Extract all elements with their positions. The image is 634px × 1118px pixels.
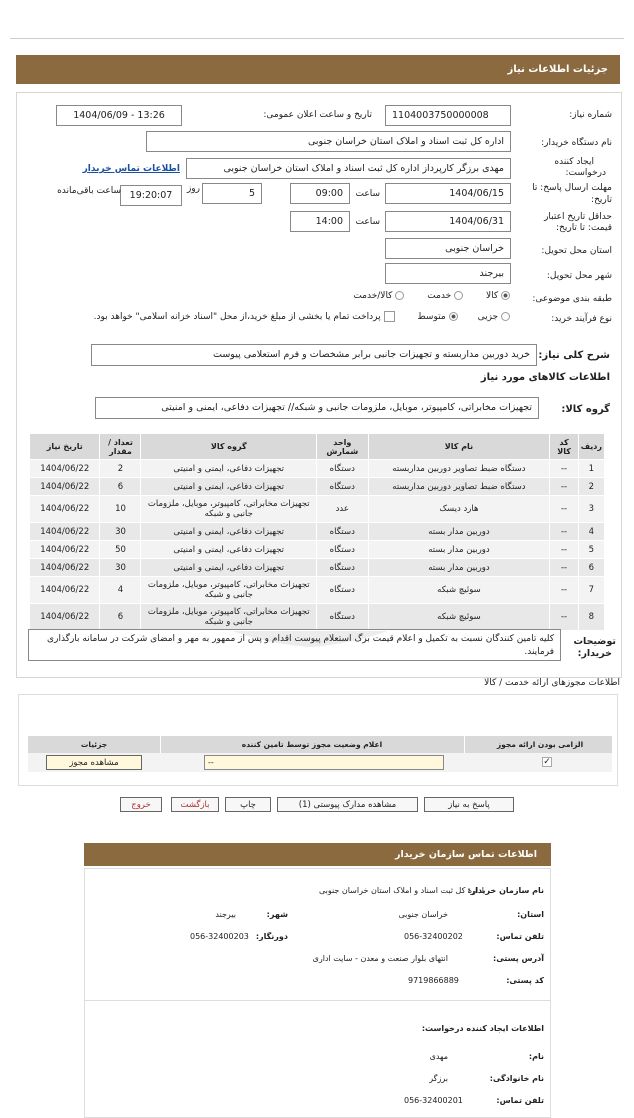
- category-goods-label: کالا: [485, 291, 499, 301]
- cell-code: --: [550, 523, 578, 541]
- cell-unit: دستگاه: [317, 478, 369, 496]
- creator-label-2: درخواست:: [565, 168, 606, 178]
- category-radio-both[interactable]: [395, 291, 404, 300]
- notes-label-2: خریدار:: [577, 648, 612, 659]
- goods-group-label: گروه کالا:: [561, 404, 610, 415]
- creator-name: مهدی: [429, 1052, 448, 1061]
- items-table-header: [30, 434, 605, 460]
- validity-date-field: 1404/06/31: [385, 211, 511, 232]
- cell-date: 1404/06/22: [30, 523, 100, 541]
- announce-label: تاریخ و ساعت اعلان عمومی:: [263, 110, 372, 120]
- cell-code: --: [550, 478, 578, 496]
- summary-label: شرح کلی نیاز:: [538, 350, 610, 361]
- cell-unit: دستگاه: [317, 577, 369, 604]
- view-docs-button[interactable]: مشاهده مدارک پیوستی (1): [277, 797, 418, 812]
- contact-phone: 056-32400202: [404, 932, 463, 941]
- cell-date: 1404/06/22: [30, 478, 100, 496]
- col-name: نام کالا: [368, 434, 550, 460]
- days-remaining-field: 5: [202, 183, 262, 204]
- cell-date: 1404/06/22: [30, 559, 100, 577]
- cell-date: 1404/06/22: [30, 541, 100, 559]
- remaining-time-field: 19:20:07: [120, 185, 182, 206]
- remaining-time-label: ساعت باقی‌مانده: [57, 186, 121, 196]
- col-row: ردیف: [578, 434, 604, 460]
- contact-province-label: استان:: [517, 910, 544, 919]
- creator-phone-label: تلفن تماس:: [496, 1096, 544, 1105]
- cell-group: تجهیزات دفاعی، ایمنی و امنیتی: [141, 559, 317, 577]
- cell-unit: دستگاه: [317, 523, 369, 541]
- treasury-checkbox[interactable]: [384, 311, 395, 322]
- deadline-time-label: ساعت: [355, 189, 380, 199]
- col-date: تاریخ نیاز: [30, 434, 100, 460]
- cell-unit: دستگاه: [317, 559, 369, 577]
- creator-family: برزگر: [429, 1074, 448, 1083]
- cell-row: 2: [578, 478, 604, 496]
- cell-name: دوربین مدار بسته: [368, 523, 550, 541]
- top-divider: [10, 38, 624, 39]
- reply-button[interactable]: پاسخ به نیاز: [424, 797, 514, 812]
- permit-required-checkbox[interactable]: ✓: [543, 757, 551, 767]
- cell-code: --: [550, 559, 578, 577]
- cell-row: 1: [578, 460, 604, 478]
- purchase-radio-group: [94, 311, 510, 322]
- contact-postal: 9719866889: [408, 976, 459, 985]
- category-service-label: خدمت: [427, 291, 452, 301]
- cell-row: 6: [578, 559, 604, 577]
- cell-qty: 6: [100, 478, 141, 496]
- validity-label: حداقل تاریخ اعتبار: [544, 212, 612, 222]
- col-qty: تعداد / مقدار: [100, 434, 141, 460]
- cell-row: 7: [578, 577, 604, 604]
- back-button[interactable]: بازگشت: [171, 797, 219, 812]
- permits-col-details: جزئیات: [80, 740, 108, 749]
- cell-code: --: [550, 577, 578, 604]
- buyer-org-field: اداره کل ثبت اسناد و املاک استان خراسان جنوبی: [146, 131, 511, 152]
- cell-name: دستگاه ضبط تصاویر دوربین مداربسته: [368, 460, 550, 478]
- contact-phone-label: تلفن تماس:: [496, 932, 544, 941]
- table-row: [30, 577, 605, 604]
- cell-unit: دستگاه: [317, 541, 369, 559]
- city-label: شهر محل تحویل:: [546, 271, 612, 281]
- table-row: [30, 541, 605, 559]
- creator-phone: 056-32400201: [404, 1096, 463, 1105]
- goods-info-title: اطلاعات کالاهای مورد نیاز: [480, 372, 610, 383]
- col-code: کد کالا: [550, 434, 578, 460]
- cell-group: تجهیزات دفاعی، ایمنی و امنیتی: [141, 541, 317, 559]
- page-title: جزئیات اطلاعات نیاز: [16, 55, 620, 84]
- items-table-wrap: [29, 433, 605, 631]
- city-field: بیرجند: [385, 263, 511, 284]
- announce-field: 1404/06/09 - 13:26: [56, 105, 182, 126]
- cell-group: تجهیزات مخابراتی، کامپیوتر، موبایل، ملزومات جانبی و شبکه: [141, 496, 317, 523]
- permits-col-required: الزامی بودن ارائه مجوز: [496, 740, 584, 749]
- creator-label: ایجاد کننده: [554, 157, 594, 167]
- cell-name: هارد دیسک: [368, 496, 550, 523]
- cell-group: تجهیزات دفاعی، ایمنی و امنیتی: [141, 523, 317, 541]
- cell-row: 4: [578, 523, 604, 541]
- col-unit: واحد شمارش: [317, 434, 369, 460]
- table-row: [30, 604, 605, 631]
- cell-code: --: [550, 496, 578, 523]
- cell-code: --: [550, 460, 578, 478]
- validity-label-2: قیمت: تا تاریخ:: [556, 223, 612, 233]
- cell-group: تجهیزات دفاعی، ایمنی و امنیتی: [141, 460, 317, 478]
- purchase-minor-label: جزیی: [477, 312, 499, 322]
- contact-province: خراسان جنوبی: [398, 910, 448, 919]
- cell-group: تجهیزات مخابراتی، کامپیوتر، موبایل، ملزومات جانبی و شبکه: [141, 577, 317, 604]
- cell-qty: 50: [100, 541, 141, 559]
- cell-name: سوئیچ شبکه: [368, 604, 550, 631]
- contact-address: انتهای بلوار صنعت و معدن - سایت اداری: [312, 954, 448, 963]
- cell-name: سوئیچ شبکه: [368, 577, 550, 604]
- creator-family-label: نام خانوادگی:: [489, 1074, 544, 1083]
- table-row: [30, 523, 605, 541]
- deadline-date-field: 1404/06/15: [385, 183, 511, 204]
- cell-row: 8: [578, 604, 604, 631]
- contact-postal-label: کد پستی:: [506, 976, 544, 985]
- print-button[interactable]: چاپ: [225, 797, 271, 812]
- contact-address-label: آدرس پستی:: [493, 954, 544, 963]
- contact-city-label: شهر:: [266, 910, 288, 919]
- table-row: [30, 559, 605, 577]
- cell-qty: 30: [100, 559, 141, 577]
- cell-group: تجهیزات مخابراتی، کامپیوتر، موبایل، ملزومات جانبی و شبکه: [141, 604, 317, 631]
- purchase-medium-label: متوسط: [417, 312, 446, 322]
- creator-panel: [84, 1001, 551, 1118]
- table-row: [30, 496, 605, 523]
- need-number-label: شماره نیاز:: [569, 110, 612, 120]
- category-radio-goods[interactable]: [501, 291, 510, 300]
- days-label: روز: [186, 184, 200, 194]
- contact-fax: 056-32400203: [190, 932, 249, 941]
- col-group: گروه کالا: [141, 434, 317, 460]
- deadline-time-field: 09:00: [290, 183, 350, 204]
- items-table-body: [30, 460, 605, 631]
- province-label: استان محل تحویل:: [541, 246, 612, 256]
- need-number-field: 1104003750000008: [385, 105, 511, 126]
- cell-code: --: [550, 604, 578, 631]
- category-radio-group: [353, 291, 510, 301]
- creator-name-label: نام:: [528, 1052, 544, 1061]
- cell-date: 1404/06/22: [30, 496, 100, 523]
- notes-field: کلیه تامین کنندگان نسبت به تکمیل و اعلام قیمت برگ استعلام پیوست اقدام و پس از ممهور به مهر و امضای شرکت در سامانه بارگذاری فرمایند.: [28, 629, 561, 661]
- buyer-org-label: نام دستگاه خریدار:: [541, 138, 612, 148]
- permits-col-status: اعلام وضعیت مجوز توسط تامین کننده: [241, 740, 383, 749]
- cell-name: دستگاه ضبط تصاویر دوربین مداربسته: [368, 478, 550, 496]
- notes-label: توضیحات: [573, 636, 616, 647]
- purchase-type-label: نوع فرآیند خرید:: [551, 314, 612, 324]
- cell-date: 1404/06/22: [30, 604, 100, 631]
- permits-title: اطلاعات مجوزهای ارائه خدمت / کالا: [484, 678, 620, 688]
- table-row: [30, 460, 605, 478]
- cell-qty: 6: [100, 604, 141, 631]
- purchase-radio-medium[interactable]: [449, 312, 458, 321]
- category-both-label: کالا/خدمت: [353, 291, 393, 301]
- cell-name: دوربین مدار بسته: [368, 541, 550, 559]
- cell-qty: 4: [100, 577, 141, 604]
- cell-unit: دستگاه: [317, 604, 369, 631]
- contact-org: اداره کل ثبت اسناد و املاک استان خراسان جنوبی: [318, 886, 484, 895]
- cell-date: 1404/06/22: [30, 460, 100, 478]
- purchase-radio-minor[interactable]: [501, 312, 510, 321]
- buyer-contact-link[interactable]: اطلاعات تماس خریدار: [82, 164, 180, 174]
- contact-city: بیرجند: [215, 910, 236, 919]
- creator-info-title: اطلاعات ایجاد کننده درخواست:: [421, 1024, 544, 1033]
- creator-field: مهدی برزگر کارپرداز اداره کل ثبت اسناد و املاک استان خراسان جنوبی: [186, 158, 511, 179]
- cell-qty: 2: [100, 460, 141, 478]
- validity-time-field: 14:00: [290, 211, 350, 232]
- category-label: طبقه بندی موضوعی:: [532, 294, 612, 304]
- cell-group: تجهیزات دفاعی، ایمنی و امنیتی: [141, 478, 317, 496]
- contact-title: اطلاعات تماس سازمان خریدار: [84, 843, 551, 866]
- summary-field: خرید دوربین مداربسته و تجهیزات جانبی برابر مشخصات و فرم استعلامی پیوست: [91, 344, 537, 366]
- exit-button[interactable]: خروج: [120, 797, 162, 812]
- cell-qty: 10: [100, 496, 141, 523]
- permit-status-select[interactable]: --: [204, 755, 444, 770]
- cell-unit: عدد: [317, 496, 369, 523]
- contact-org-label: نام سازمان خریدار:: [467, 886, 544, 895]
- cell-row: 5: [578, 541, 604, 559]
- treasury-note: پرداخت تمام یا بخشی از مبلغ خرید،از محل "اسناد خزانه اسلامی" خواهد بود.: [93, 312, 381, 322]
- items-table: [29, 433, 605, 631]
- category-radio-service[interactable]: [454, 291, 463, 300]
- cell-code: --: [550, 541, 578, 559]
- deadline-label: مهلت ارسال پاسخ: تا: [532, 183, 612, 193]
- table-row: [30, 478, 605, 496]
- goods-group-field: تجهیزات مخابراتی، کامپیوتر، موبایل، ملزومات جانبی و شبکه// تجهیزات دفاعی، ایمنی و امنیتی: [95, 397, 539, 419]
- cell-name: دوربین مدار بسته: [368, 559, 550, 577]
- cell-row: 3: [578, 496, 604, 523]
- view-permit-button[interactable]: مشاهده مجوز: [46, 755, 142, 770]
- cell-unit: دستگاه: [317, 460, 369, 478]
- cell-qty: 30: [100, 523, 141, 541]
- province-field: خراسان جنوبی: [385, 238, 511, 259]
- cell-date: 1404/06/22: [30, 577, 100, 604]
- deadline-label-2: تاریخ:: [591, 195, 612, 205]
- contact-fax-label: دورنگار:: [255, 932, 288, 941]
- validity-time-label: ساعت: [355, 217, 380, 227]
